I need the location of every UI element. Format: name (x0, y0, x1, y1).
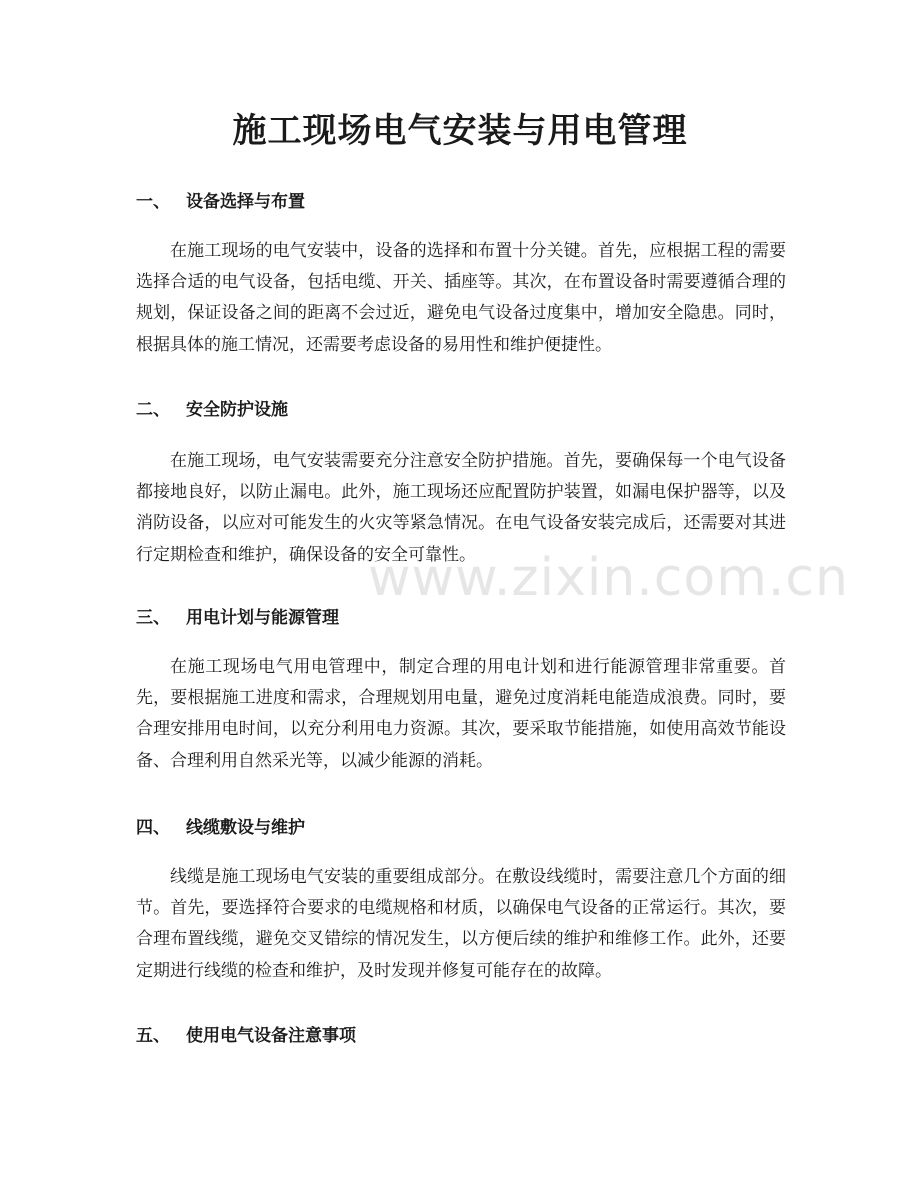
section-number-4: 四、 (136, 818, 170, 838)
section-title-1: 设备选择与布置 (186, 192, 305, 212)
section-title-2: 安全防护设施 (186, 400, 288, 420)
section-title-3: 用电计划与能源管理 (186, 608, 339, 628)
section-heading-3 (136, 605, 339, 631)
section-number-5: 五、 (136, 1026, 170, 1046)
section-title-4: 线缆敷设与维护 (186, 818, 305, 838)
section-paragraph-4: 线缆是施工现场电气安装的重要组成部分。在敷设线缆时，需要注意几个方面的细节。首先，要选择符合要求的电缆规格和材质，以确保电气设备的正常运行。其次，要合理布置线缆，避免交叉错综的情况发生，以方便后续的维护和维修工作。此外，还要定期进行线缆的检查和维护，及时发现并修复可能存在的故障。 (136, 867, 786, 981)
document-title: 施工现场电气安装与用电管理 (232, 111, 688, 151)
watermark-text: www.zixin.com.cn (368, 548, 849, 608)
section-paragraph-2: 在施工现场，电气安装需要充分注意安全防护措施。首先，要确保每一个电气设备都接地良好，以防止漏电。此外，施工现场还应配置防护装置，如漏电保护器等，以及消防设备，以应对可能发生的火灾等紧急情况。在电气设备安装完成后，还需要对其进行定期检查和维护，确保设备的安全可靠性。 (136, 451, 786, 565)
section-title-5: 使用电气设备注意事项 (186, 1026, 356, 1046)
section-heading-2 (136, 397, 288, 423)
section-paragraph-1: 在施工现场的电气安装中，设备的选择和布置十分关键。首先，应根据工程的需要选择合适的电气设备，包括电缆、开关、插座等。其次，在布置设备时需要遵循合理的规划，保证设备之间的距离不会过近，避免电气设备过度集中，增加安全隐患。同时，根据具体的施工情况，还需要考虑设备的易用性和维护便捷性。 (136, 241, 786, 355)
section-number-1: 一、 (136, 192, 170, 212)
section-heading-1 (136, 189, 305, 215)
section-paragraph-3: 在施工现场电气用电管理中，制定合理的用电计划和进行能源管理非常重要。首先，要根据施工进度和需求，合理规划用电量，避免过度消耗电能造成浪费。同时，要合理安排用电时间，以充分利用电力资源。其次，要采取节能措施，如使用高效节能设备、合理利用自然采光等，以减少能源的消耗。 (136, 657, 786, 771)
section-number-2: 二、 (136, 400, 170, 420)
section-heading-5 (136, 1023, 356, 1049)
section-heading-4 (136, 815, 305, 841)
section-number-3: 三、 (136, 608, 170, 628)
